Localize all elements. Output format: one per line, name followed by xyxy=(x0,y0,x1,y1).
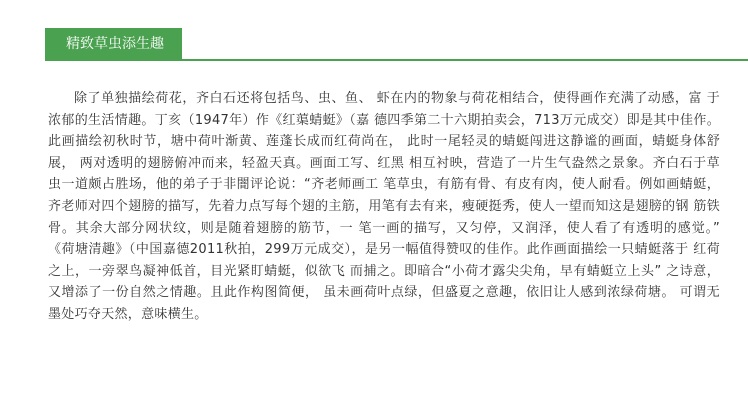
section-header xyxy=(45,26,748,61)
section-title: 精致草虫添生趣 xyxy=(45,28,182,61)
article-paragraph: 除了单独描绘荷花，齐白石还将包括鸟、虫、鱼、 虾在内的物象与荷花相结合，使得画作充满了动感，富 于浓郁的生活情趣。丁亥（1947年）作《红蕖蜻蜓》（嘉 德四季第二十六期拍卖会，713万元成交）即是其中佳作。此画描绘初秋时节，塘中荷叶渐黄、莲蓬长成而红荷尚在， 此时一尾轻灵的蜻蜓闯进这静谧的画面，蜻蜓身体舒展， 两对透明的翅膀俯冲而来，轻盈天真。画面工写、红黑 相互衬映，营造了一片生气盎然之景象。齐白石于草虫一道颇占胜场，他的弟子于非闇评论说：“齐老师画工 笔草虫，有筋有骨、有皮有肉，使人耐看。例如画蜻蜓， 齐老师对四个翅膀的描写，先着力点写每个翅的主筋，用笔有去有来，瘦硬挺秀，使人一望而知这是翅膀的钢 筋铁骨。其余大部分网状纹，则是随着翅膀的筋节，一 笔一画的描写，又匀停，又润泽，使人看了有透明的感觉。” 《荷塘清趣》（中国嘉德2011秋拍，299万元成交），是另一幅值得赞叹的佳作。此作画面描绘一只蜻蜓落于 红荷之上，一旁翠鸟凝神低首，目光紧盯蜻蜓，似欲飞 而捕之。即暗合“小荷才露尖尖角，早有蜻蜓立上头” 之诗意，又增添了一份自然之情趣。且此作构图简便， 虽未画荷叶点绿，但盛夏之意趣，依旧让人感到浓绿荷塘。 可谓无墨处巧夺天然，意味横生。 xyxy=(48,91,720,322)
article-body xyxy=(48,88,720,326)
